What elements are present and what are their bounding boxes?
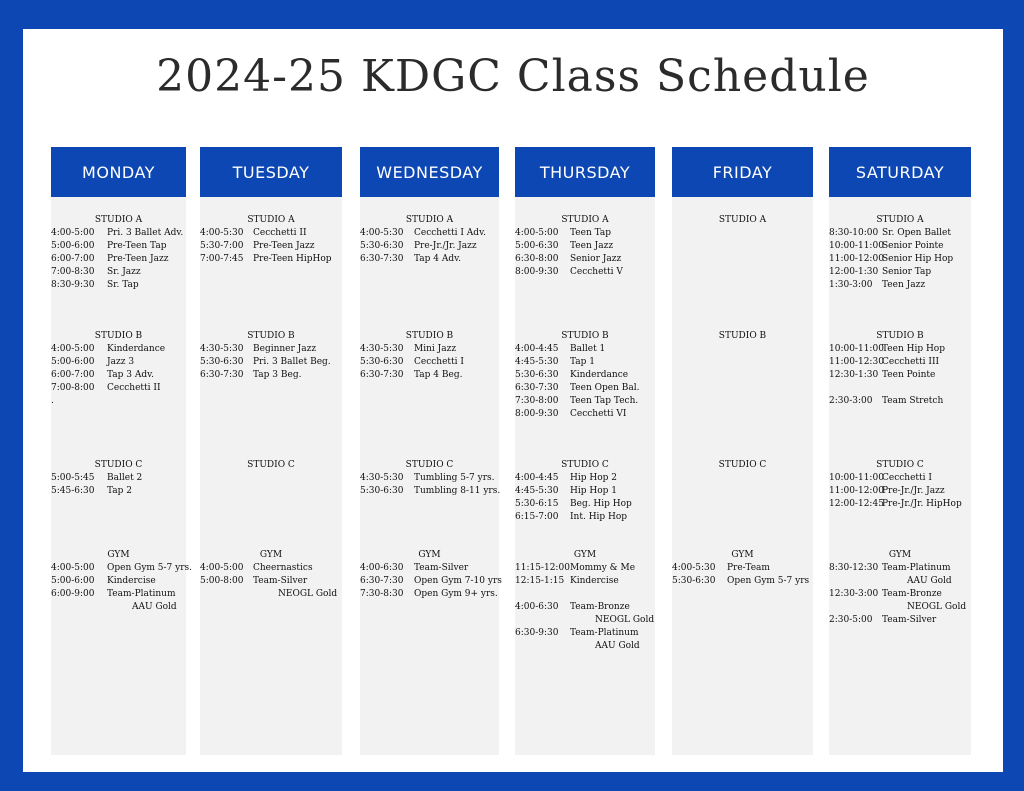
day-header: WEDNESDAY xyxy=(360,147,499,197)
class-name: Pre-Jr./Jr. HipHop xyxy=(882,499,962,509)
class-row xyxy=(515,227,655,240)
class-name: Senior Jazz xyxy=(570,254,622,264)
class-name: Team-Silver xyxy=(882,615,937,625)
class-name: Open Gym 9+ yrs. xyxy=(414,589,498,599)
class-row xyxy=(515,575,655,588)
class-time: 11:00-12:00 xyxy=(829,254,884,264)
section-studio-a xyxy=(200,214,342,266)
day-column-tuesday xyxy=(200,147,342,755)
class-name: Cecchetti II xyxy=(253,228,307,238)
class-time: 12:15-1:15 xyxy=(515,576,565,586)
section-title: STUDIO A xyxy=(247,215,295,225)
class-time: 4:00-5:00 xyxy=(51,563,95,573)
class-name: Tap 1 xyxy=(570,357,596,367)
section-title: STUDIO C xyxy=(405,460,454,470)
section-studio-a xyxy=(515,214,655,279)
class-name: Mini Jazz xyxy=(414,344,457,354)
class-name: Teen Pointe xyxy=(882,370,936,380)
class-time: 7:30-8:30 xyxy=(360,589,404,599)
class-time: 12:00-1:30 xyxy=(829,267,879,277)
section-studio-c xyxy=(515,459,655,524)
class-row xyxy=(829,382,971,395)
section-title: STUDIO C xyxy=(876,460,924,470)
class-time: 8:30-10:00 xyxy=(829,228,879,238)
class-row xyxy=(829,472,971,485)
class-row xyxy=(200,343,342,356)
class-name: Pre-Jr./Jr. Jazz xyxy=(882,486,945,496)
class-time: 5:30-7:00 xyxy=(200,241,244,251)
class-time: 4:00-5:00 xyxy=(51,344,95,354)
day-header: THURSDAY xyxy=(515,147,655,197)
section-title: GYM xyxy=(888,550,912,560)
class-time: 5:00-6:00 xyxy=(51,357,95,367)
class-time: 11:00-12:30 xyxy=(829,357,884,367)
class-name: Pre-Teen HipHop xyxy=(253,254,332,264)
class-row xyxy=(829,356,971,369)
class-time: 6:00-7:00 xyxy=(51,370,95,380)
section-title: STUDIO B xyxy=(718,331,767,341)
day-column-saturday xyxy=(829,147,971,755)
class-row xyxy=(829,562,971,575)
day-column-wednesday xyxy=(360,147,502,755)
class-time: 4:45-5:30 xyxy=(515,486,559,496)
class-row xyxy=(829,614,971,627)
class-name: Open Gym 5-7 yrs. xyxy=(107,563,193,573)
class-row xyxy=(200,588,342,601)
section-studio-a xyxy=(360,214,499,266)
class-row xyxy=(515,369,655,382)
section-title: STUDIO A xyxy=(405,215,454,225)
class-row xyxy=(360,240,499,253)
class-row xyxy=(51,382,186,395)
class-name: NEOGL Gold xyxy=(907,602,967,612)
class-name: Tap 3 Adv. xyxy=(107,370,155,380)
class-name: Teen Tap xyxy=(570,228,612,238)
class-time: 11:15-12:00 xyxy=(515,563,570,573)
class-time: 5:30-6:30 xyxy=(360,486,404,496)
class-time xyxy=(515,588,570,601)
class-time: 10:00-11:00 xyxy=(829,241,884,251)
class-name: Mommy & Me xyxy=(570,563,636,573)
class-row xyxy=(360,369,499,382)
day-column-thursday xyxy=(515,147,655,755)
class-name: Pre-Jr./Jr. Jazz xyxy=(414,241,477,251)
class-time: 4:30-5:30 xyxy=(360,473,404,483)
class-row xyxy=(51,227,186,240)
class-row xyxy=(672,575,813,588)
class-time: 8:30-12:30 xyxy=(829,563,879,573)
class-row xyxy=(360,472,499,485)
class-name: Team Stretch xyxy=(882,396,944,406)
class-row xyxy=(200,369,342,382)
section-title: STUDIO B xyxy=(94,331,143,341)
class-name: Kindercise xyxy=(107,576,156,586)
class-time: 5:30-6:15 xyxy=(515,499,559,509)
class-row xyxy=(360,227,499,240)
class-row xyxy=(515,253,655,266)
class-row xyxy=(360,575,502,588)
class-name: Ballet 1 xyxy=(570,344,606,354)
section-studio-c xyxy=(51,459,186,498)
class-time: 6:30-7:30 xyxy=(360,370,404,380)
class-time: 5:00-6:00 xyxy=(51,241,95,251)
class-time: 11:00-12:00 xyxy=(829,486,884,496)
class-name: Pri. 3 Ballet Adv. xyxy=(107,228,184,238)
class-name: Senior Tap xyxy=(882,267,932,277)
class-row xyxy=(829,588,971,601)
class-time: 4:45-5:30 xyxy=(515,357,559,367)
class-name: Int. Hip Hop xyxy=(570,512,628,522)
section-gym xyxy=(360,549,502,601)
class-row xyxy=(515,343,655,356)
class-row xyxy=(200,562,342,575)
class-time xyxy=(51,601,132,614)
class-name: Teen Tap Tech. xyxy=(570,396,639,406)
class-name: Jazz 3 xyxy=(107,357,135,367)
section-studio-c xyxy=(200,459,342,472)
section-gym xyxy=(200,549,342,601)
class-name: Tap 4 Adv. xyxy=(414,254,462,264)
class-name: Tap 4 Beg. xyxy=(414,370,463,380)
class-name: Team-Silver xyxy=(414,563,469,573)
class-row xyxy=(515,511,655,524)
class-name: Beginner Jazz xyxy=(253,344,317,354)
class-time: 2:30-3:00 xyxy=(829,396,873,406)
class-name: Cecchetti V xyxy=(570,267,623,277)
class-name: Pre-Teen Tap xyxy=(107,241,167,251)
class-name: Hip Hop 1 xyxy=(570,486,617,496)
class-name: Team-Silver xyxy=(253,576,308,586)
class-row xyxy=(829,253,971,266)
class-time xyxy=(515,640,595,653)
class-row xyxy=(360,356,499,369)
class-time: 5:30-6:30 xyxy=(515,370,559,380)
class-name: Tap 2 xyxy=(107,486,133,496)
class-time: 7:00-7:45 xyxy=(200,254,244,264)
class-name: Beg. Hip Hop xyxy=(570,499,632,509)
class-row xyxy=(515,614,655,627)
class-time: 6:00-9:00 xyxy=(51,589,95,599)
class-row xyxy=(829,240,971,253)
class-time xyxy=(829,382,882,395)
class-row xyxy=(829,601,971,614)
class-row xyxy=(515,395,655,408)
class-time: 5:00-6:00 xyxy=(51,576,95,586)
class-name: Tumbling 5-7 yrs. xyxy=(414,473,495,483)
class-name: Teen Jazz xyxy=(570,241,614,251)
class-row xyxy=(51,575,186,588)
class-time: 5:30-6:30 xyxy=(360,241,404,251)
class-row xyxy=(515,601,655,614)
class-time: 4:00-6:30 xyxy=(515,602,559,612)
class-time: 6:30-9:30 xyxy=(515,628,559,638)
class-time: 4:00-5:00 xyxy=(51,228,95,238)
class-name: Team-Platinum xyxy=(882,563,951,573)
class-time: 8:00-9:30 xyxy=(515,267,559,277)
class-time: 5:30-6:30 xyxy=(200,357,244,367)
class-row xyxy=(829,498,971,511)
class-time: 7:30-8:00 xyxy=(515,396,559,406)
class-row xyxy=(51,356,186,369)
section-title: STUDIO A xyxy=(94,215,143,225)
class-row xyxy=(515,408,655,421)
day-header: MONDAY xyxy=(51,147,186,197)
class-time: 8:00-9:30 xyxy=(515,409,559,419)
day-column-monday xyxy=(51,147,193,755)
class-time: 4:00-5:00 xyxy=(200,563,244,573)
section-title: STUDIO C xyxy=(561,460,609,470)
section-title: GYM xyxy=(259,550,283,560)
class-row xyxy=(360,588,499,601)
class-row xyxy=(51,485,186,498)
class-time: 6:30-8:00 xyxy=(515,254,559,264)
class-name: Cecchetti I xyxy=(882,473,932,483)
section-title: STUDIO A xyxy=(876,215,924,225)
class-time: 1:30-3:00 xyxy=(829,280,873,290)
class-row xyxy=(200,227,342,240)
class-time: 6:00-7:00 xyxy=(51,254,95,264)
class-name: Tap 3 Beg. xyxy=(253,370,302,380)
class-row xyxy=(515,588,655,601)
class-name: Team-Bronze xyxy=(882,589,942,599)
class-time: 8:30-9:30 xyxy=(51,280,95,290)
section-title: STUDIO B xyxy=(247,331,295,341)
section-title: STUDIO C xyxy=(247,460,295,470)
class-name: Open Gym 7-10 yrs xyxy=(414,576,502,586)
class-row xyxy=(51,240,186,253)
class-row xyxy=(515,382,655,395)
class-row xyxy=(829,227,971,240)
class-row xyxy=(51,601,186,614)
class-name: NEOGL Gold xyxy=(595,615,655,625)
class-time: 6:30-7:30 xyxy=(360,254,404,264)
class-time: 4:00-6:30 xyxy=(360,563,404,573)
section-studio-c xyxy=(360,459,499,498)
class-row xyxy=(51,279,186,292)
class-name: NEOGL Gold xyxy=(278,589,338,599)
class-name: Tumbling 8-11 yrs. xyxy=(414,486,501,496)
class-time: 5:00-5:45 xyxy=(51,473,95,483)
class-name: Team-Platinum xyxy=(570,628,639,638)
class-time: 5:00-6:30 xyxy=(515,241,559,251)
class-time: 12:30-3:00 xyxy=(829,589,879,599)
class-name: Pre-Teen Jazz xyxy=(107,254,169,264)
section-studio-c xyxy=(672,459,813,472)
class-time xyxy=(829,575,907,588)
class-time: 6:30-7:30 xyxy=(360,576,404,586)
class-name: Teen Open Bal. xyxy=(570,383,640,393)
class-row xyxy=(515,485,655,498)
class-row xyxy=(200,253,342,266)
class-name: AAU Gold xyxy=(595,641,640,651)
class-row xyxy=(360,562,499,575)
section-title: STUDIO B xyxy=(876,331,924,341)
day-header: SATURDAY xyxy=(829,147,971,197)
class-row xyxy=(829,395,971,408)
class-name: Senior Pointe xyxy=(882,241,944,251)
class-row xyxy=(515,627,655,640)
class-time: 12:30-1:30 xyxy=(829,370,879,380)
class-row xyxy=(829,485,971,498)
section-studio-b xyxy=(360,330,499,382)
class-name: Cecchetti VI xyxy=(570,409,627,419)
class-name: Kinderdance xyxy=(570,370,629,380)
class-name: Hip Hop 2 xyxy=(570,473,617,483)
class-row xyxy=(200,240,342,253)
section-title: GYM xyxy=(418,550,441,560)
class-name: Team-Bronze xyxy=(570,602,630,612)
class-row xyxy=(51,562,193,575)
section-title: STUDIO A xyxy=(561,215,609,225)
class-name: Pri. 3 Ballet Beg. xyxy=(253,357,331,367)
class-time: 10:00-11:00 xyxy=(829,473,884,483)
class-row xyxy=(51,472,186,485)
class-name: Open Gym 5-7 yrs xyxy=(727,576,810,586)
section-title: STUDIO C xyxy=(94,460,143,470)
section-gym xyxy=(51,549,193,614)
class-time: 5:30-6:30 xyxy=(672,576,716,586)
section-studio-b xyxy=(829,330,971,408)
section-title: STUDIO C xyxy=(718,460,767,470)
class-time: 5:00-8:00 xyxy=(200,576,244,586)
class-row xyxy=(515,562,655,575)
section-gym xyxy=(672,549,813,588)
class-name: Senior Hip Hop xyxy=(882,254,954,264)
class-row xyxy=(51,343,186,356)
class-time: 4:30-5:30 xyxy=(360,344,404,354)
class-name: Kinderdance xyxy=(107,344,166,354)
class-row xyxy=(515,498,655,511)
section-studio-b xyxy=(672,330,813,343)
section-title: GYM xyxy=(573,550,597,560)
section-title: GYM xyxy=(107,550,130,560)
class-row xyxy=(672,562,813,575)
class-name: Sr. Tap xyxy=(107,280,139,290)
class-time: 7:00-8:30 xyxy=(51,267,95,277)
class-row xyxy=(200,575,342,588)
class-time: 4:00-5:00 xyxy=(515,228,559,238)
class-row xyxy=(829,369,971,382)
class-time: 7:00-8:00 xyxy=(51,383,95,393)
class-time: 6:15-7:00 xyxy=(515,512,559,522)
class-row xyxy=(51,369,186,382)
class-time: 4:00-5:30 xyxy=(200,228,244,238)
day-header: TUESDAY xyxy=(200,147,342,197)
section-studio-b xyxy=(51,330,186,408)
class-row xyxy=(51,266,186,279)
class-row xyxy=(360,343,499,356)
class-row xyxy=(829,279,971,292)
class-name: AAU Gold xyxy=(132,602,177,612)
class-name: Cecchetti I Adv. xyxy=(414,228,486,238)
schedule-sheet xyxy=(23,29,1003,772)
class-name: AAU Gold xyxy=(907,576,952,586)
section-studio-a xyxy=(51,214,186,292)
class-name: Cecchetti III xyxy=(882,357,940,367)
section-studio-a xyxy=(829,214,971,292)
class-time: 2:30-5:00 xyxy=(829,615,873,625)
class-time: 6:30-7:30 xyxy=(200,370,244,380)
class-name: Cecchetti I xyxy=(414,357,464,367)
class-time: 5:30-6:30 xyxy=(360,357,404,367)
section-studio-b xyxy=(515,330,655,421)
class-time xyxy=(200,588,278,601)
class-time: . xyxy=(51,396,54,406)
class-name: Pre-Teen Jazz xyxy=(253,241,315,251)
class-name: Kindercise xyxy=(570,576,619,586)
class-row xyxy=(515,356,655,369)
class-name: Pre-Team xyxy=(727,563,770,573)
class-name: Teen Jazz xyxy=(882,280,926,290)
section-title: STUDIO B xyxy=(561,331,609,341)
class-time xyxy=(829,601,907,614)
class-time: 4:00-4:45 xyxy=(515,344,559,354)
class-row xyxy=(829,343,971,356)
class-time: 4:00-5:30 xyxy=(360,228,404,238)
class-time: 12:00-12:45 xyxy=(829,499,884,509)
class-row xyxy=(51,395,186,408)
class-name: Sr. Jazz xyxy=(107,267,141,277)
class-row xyxy=(829,575,971,588)
section-title: STUDIO B xyxy=(405,331,454,341)
class-time: 4:00-5:30 xyxy=(672,563,716,573)
class-time: 10:00-11:00 xyxy=(829,344,884,354)
class-name: Team-Platinum xyxy=(107,589,176,599)
class-name: Teen Hip Hop xyxy=(882,344,945,354)
class-row xyxy=(360,253,499,266)
class-row xyxy=(515,472,655,485)
class-name: Ballet 2 xyxy=(107,473,143,483)
section-title: STUDIO A xyxy=(718,215,767,225)
class-time: 6:30-7:30 xyxy=(515,383,559,393)
class-row xyxy=(829,266,971,279)
class-row xyxy=(360,485,499,498)
page-title: 2024-25 KDGC Class Schedule xyxy=(156,51,870,102)
class-time: 5:45-6:30 xyxy=(51,486,95,496)
section-studio-c xyxy=(829,459,971,511)
section-gym xyxy=(829,549,971,627)
section-title: GYM xyxy=(731,550,754,560)
class-row xyxy=(515,266,655,279)
day-header: FRIDAY xyxy=(672,147,813,197)
class-row xyxy=(200,356,342,369)
class-name: Cheernastics xyxy=(253,563,313,573)
class-row xyxy=(515,640,655,653)
class-row xyxy=(51,588,186,601)
class-name: Sr. Open Ballet xyxy=(882,228,952,238)
section-studio-a xyxy=(672,214,813,227)
class-name: Cecchetti II xyxy=(107,383,161,393)
day-column-friday xyxy=(672,147,813,755)
class-row xyxy=(515,240,655,253)
class-time: 4:30-5:30 xyxy=(200,344,244,354)
class-time: 4:00-4:45 xyxy=(515,473,559,483)
section-gym xyxy=(515,549,655,653)
class-time xyxy=(515,614,595,627)
section-studio-b xyxy=(200,330,342,382)
class-row xyxy=(51,253,186,266)
